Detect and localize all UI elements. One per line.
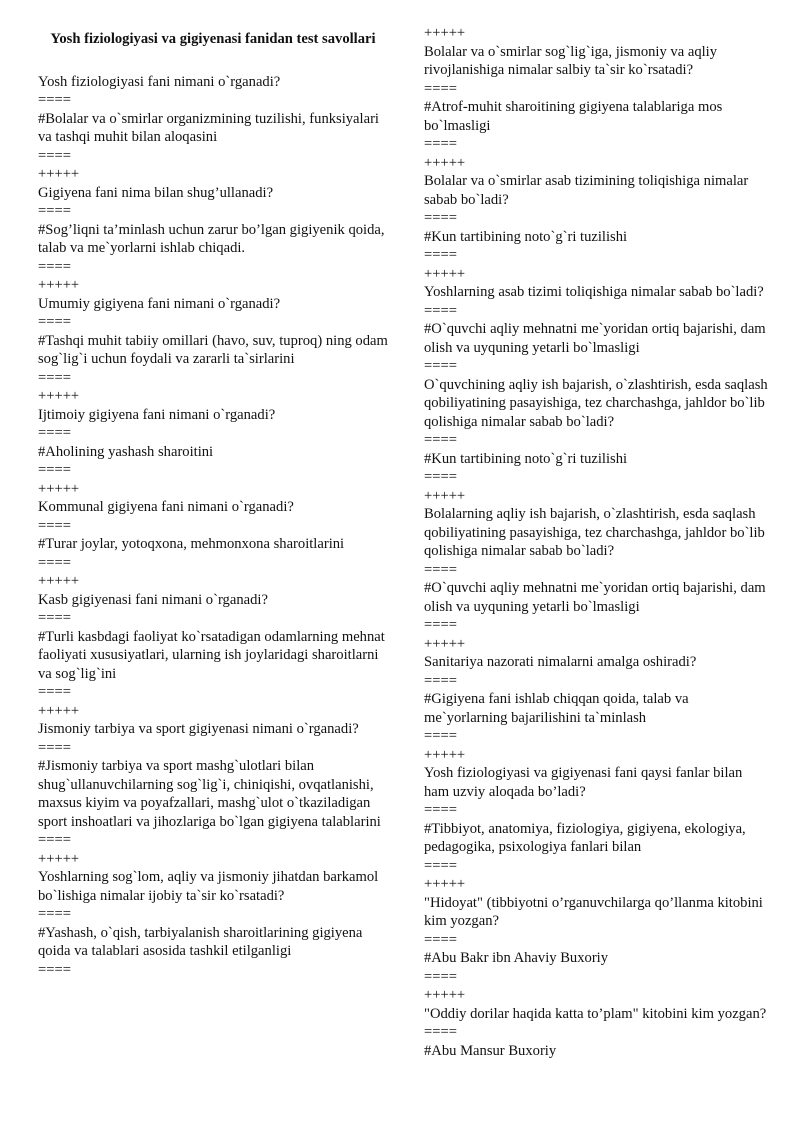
text-line: +++++ <box>424 487 466 504</box>
text-line: +++++ <box>424 746 466 763</box>
text-line: ==== <box>38 684 71 700</box>
text-line: +++++ <box>424 987 466 1003</box>
text-line: ==== <box>38 517 71 534</box>
text-line: #O`quvchi aqliy mehnatni me`yoridan ortiq bajarishi, dam olish va uyquning yetarli bo`lmasligi <box>424 321 766 356</box>
text-line: +++++ <box>38 388 80 404</box>
text-line: ==== <box>38 739 71 756</box>
text-line: #Turar joylar, yotoqxona, mehmonxona sharoitlarini <box>38 536 345 552</box>
text-line: ==== <box>38 425 71 441</box>
text-line: ==== <box>424 136 457 152</box>
text-line: #Tashqi muhit tabiiy omillari (havo, suv, tuproq) ning odam sog`lig`i uchun foydali va zararli ta`sirlarini <box>38 332 388 367</box>
text-line: Umumiy gigiyena fani nimani o`rganadi? <box>38 295 281 312</box>
text-line: ==== <box>38 961 71 978</box>
right-column <box>424 24 769 1060</box>
text-line: #Yashash, o`qish, tarbiyalanish sharoitlarining gigiyena qoida va talablari asosida tashkil etilganligi <box>38 924 363 959</box>
text-line: O`quvchining aqliy ish bajarish, o`zlashtirish, esda saqlash qobiliyatining pasayishiga, tez charchashga, jahldor bo`lib qolishiga nimalar sabab bo`ladi? <box>424 376 768 430</box>
text-line: #Abu Mansur Buxoriy <box>424 1042 557 1059</box>
text-line: ==== <box>424 80 457 97</box>
text-line: ==== <box>38 147 71 164</box>
text-line: #Tibbiyot, anatomiya, fiziologiya, gigiyena, ekologiya, pedagogika, psixologiya fanlari bilan <box>424 820 746 855</box>
text-line: Gigiyena fani nima bilan shug’ullanadi? <box>38 184 274 201</box>
text-line: ==== <box>424 247 457 263</box>
text-line: Yosh fiziologiyasi fani nimani o`rganadi? <box>38 73 281 90</box>
text-line: ==== <box>424 931 457 948</box>
text-line: #Sog’liqni ta’minlash uchun zarur bo’lgan gigiyenik qoida, talab va me`yorlarni ishlab chiqadi. <box>38 221 385 256</box>
text-line: ==== <box>424 802 457 818</box>
text-line: ==== <box>38 314 71 330</box>
text-line: #Bolalar va o`smirlar organizmining tuzilishi, funksiyalari va tashqi muhit bilan aloqasini <box>38 110 379 145</box>
document-title: Yosh fiziologiyasi va gigiyenasi fanidan test savollari <box>50 31 376 47</box>
text-line: ==== <box>38 906 71 922</box>
text-line: +++++ <box>424 154 466 171</box>
text-line: ==== <box>424 857 457 874</box>
text-line: #Jismoniy tarbiya va sport mashg`ulotlari bilan shug`ullanuvchilarning sog`lig`i, chiniqishi, ovqatlanishi, maxsus kiyim va poyafzallari, mashg`ulot o`tkaziladigan sport inshoatlari va jihozlariga bo`lgan gigiyena talablarini <box>38 758 381 830</box>
text-line: "Oddiy dorilar haqida katta to’plam" kitobini kim yozgan? <box>424 1005 767 1022</box>
text-line: ==== <box>38 462 71 478</box>
text-line: +++++ <box>38 480 80 497</box>
text-line: #O`quvchi aqliy mehnatni me`yoridan ortiq bajarishi, dam olish va uyquning yetarli bo`lmasligi <box>424 580 766 615</box>
text-line: ==== <box>38 92 71 108</box>
text-line: #Abu Bakr ibn Ahaviy Buxoriy <box>424 950 609 966</box>
text-line: #Kun tartibining noto`g`ri tuzilishi <box>424 228 628 245</box>
text-line: "Hidoyat" (tibbiyotni o’rganuvchilarga qo’llanma kitobini kim yozgan? <box>424 894 763 929</box>
text-line: ==== <box>38 832 71 848</box>
text-line: ==== <box>38 554 71 571</box>
text-line: +++++ <box>424 635 466 652</box>
text-line: #Aholining yashash sharoitini <box>38 443 214 460</box>
text-line: Yosh fiziologiyasi va gigiyenasi fani qaysi fanlar bilan ham uzviy aloqada bo’ladi? <box>424 765 743 800</box>
text-line: +++++ <box>38 573 80 589</box>
text-line: #Atrof-muhit sharoitining gigiyena talablariga mos bo`lmasligi <box>424 99 723 134</box>
text-line: ==== <box>424 210 457 226</box>
text-line: ==== <box>38 610 71 626</box>
text-line: Kasb gigiyenasi fani nimani o`rganadi? <box>38 591 268 608</box>
text-line: ==== <box>38 258 71 275</box>
text-line: ==== <box>38 369 71 386</box>
left-column-lines <box>38 73 388 980</box>
text-line: #Kun tartibining noto`g`ri tuzilishi <box>424 450 628 467</box>
text-line: ==== <box>424 968 457 985</box>
text-line: ==== <box>424 561 457 578</box>
text-line: #Turli kasbdagi faoliyat ko`rsatadigan odamlarning mehnat faoliyati xususiyatlari, ularning ish joylaridagi sharoitlarni va sog`lig`ini <box>38 628 385 682</box>
text-line: Yoshlarning sog`lom, aqliy va jismoniy jihatdan barkamol bo`lishiga nimalar ijobiy ta`sir ko`rsatadi? <box>38 869 379 904</box>
text-line: +++++ <box>38 850 80 867</box>
text-line: ==== <box>424 358 457 374</box>
text-line: +++++ <box>38 702 80 719</box>
text-line: Bolalar va o`smirlar sog`lig`iga, jismoniy va aqliy rivojlanishiga nimalar salbiy ta`sir ko`rsatadi? <box>424 43 718 78</box>
text-line: ==== <box>424 432 457 448</box>
text-line: Yoshlarning asab tizimi toliqishiga nimalar sabab bo`ladi? <box>424 284 764 300</box>
text-line: ==== <box>424 672 457 689</box>
text-line: Bolalar va o`smirlar asab tizimining toliqishiga nimalar sabab bo`ladi? <box>424 173 749 208</box>
text-line: ==== <box>424 302 457 319</box>
text-line: ==== <box>424 728 457 744</box>
text-line: +++++ <box>38 166 80 182</box>
right-column-lines <box>424 24 769 1060</box>
text-line: Jismoniy tarbiya va sport gigiyenasi nimani o`rganadi? <box>38 721 359 737</box>
text-line: Bolalarning aqliy ish bajarish, o`zlashtirish, esda saqlash qobiliyatining pasayishiga, tez charchashga, jahldor bo`lib qolishiga nimalar sabab bo`ladi? <box>424 506 765 559</box>
text-line: Sanitariya nazorati nimalarni amalga oshiradi? <box>424 654 697 670</box>
text-line: ==== <box>38 203 71 219</box>
text-line: ==== <box>424 469 457 485</box>
text-line: +++++ <box>424 876 466 892</box>
text-line: +++++ <box>424 265 466 282</box>
text-line: Kommunal gigiyena fani nimani o`rganadi? <box>38 499 294 515</box>
left-column <box>38 24 388 979</box>
text-line: #Gigiyena fani ishlab chiqqan qoida, talab va me`yorlarning bajarilishini ta`minlash <box>424 691 689 726</box>
text-line: Ijtimoiy gigiyena fani nimani o`rganadi? <box>38 406 276 423</box>
text-line: +++++ <box>38 277 80 293</box>
text-line: ==== <box>424 617 457 633</box>
text-line: ==== <box>424 1024 457 1040</box>
text-line: +++++ <box>424 25 466 41</box>
